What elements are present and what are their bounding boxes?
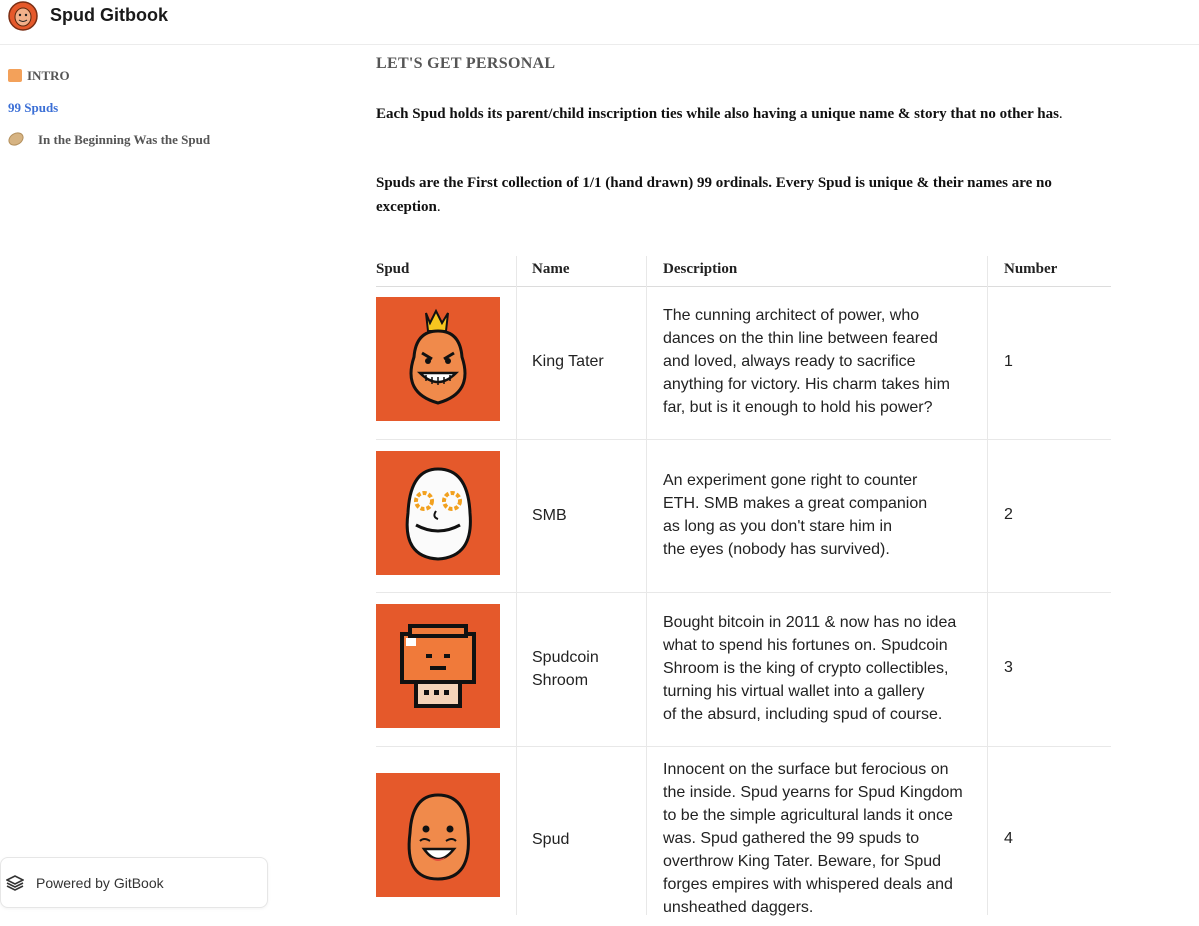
powered-by-label: Powered by GitBook: [36, 875, 164, 891]
column-header-name: Name: [532, 261, 570, 277]
intro-paragraph-2: [376, 171, 1111, 219]
sidebar-item-intro[interactable]: [8, 68, 70, 84]
spudcoin-shroom-image: [376, 604, 500, 728]
spud-name: Spud: [532, 831, 570, 848]
potato-icon: [6, 130, 26, 148]
column-header-spud: Spud: [376, 261, 410, 277]
sidebar: [0, 45, 320, 915]
column-header-number: Number: [1004, 261, 1058, 277]
intro-paragraph-1: [376, 102, 1111, 126]
orange-square-icon: [8, 69, 22, 82]
page-title: LET'S GET PERSONAL: [376, 55, 556, 72]
sidebar-item-label: 99 Spuds: [8, 100, 59, 115]
table-row: [376, 439, 1111, 593]
gitbook-icon: [6, 874, 24, 892]
spud-description: The cunning architect of power, who dances on the thin line between feared and loved, always ready to sacrifice anything for victory. His charm takes him far, but is it enough to hold his power?: [663, 307, 950, 416]
column-header-description: Description: [663, 261, 738, 277]
spud-name: King Tater: [532, 353, 604, 370]
smb-image: [376, 451, 500, 575]
spud-number: 2: [1004, 506, 1013, 523]
spud-description: Innocent on the surface but ferocious on the inside. Spud yearns for Spud Kingdom to be the simple agricultural lands it once was. Spud gathered the 99 spuds to overthrow King Tater. Beware, for Spud forges empires with whispered deals and unsheathed daggers.: [663, 761, 963, 916]
table-header: [376, 256, 1111, 287]
spud-description: An experiment gone right to counter ETH. SMB makes a great companion as long as you don't stare him in the eyes (nobody has survived).: [663, 472, 928, 558]
sidebar-item-label: In the Beginning Was the Spud: [38, 132, 211, 147]
paragraph-tail: .: [1058, 106, 1063, 122]
king-tater-image: [376, 297, 500, 421]
spud-name: SMB: [532, 507, 567, 524]
paragraph-text: Spuds are the First collection of 1/1 (hand drawn) 99 ordinals. Every Spud is unique & their names are no exception: [376, 175, 1052, 215]
sidebar-item-99-spuds[interactable]: [8, 100, 58, 116]
spud-description: Bought bitcoin in 2011 & now has no idea what to spend his fortunes on. Spudcoin Shroom is the king of crypto collectibles, turning his virtual wallet into a gallery of the absurd, including spud of course.: [663, 614, 957, 723]
spud-name: Spudcoin Shroom: [532, 649, 599, 689]
table-row: [376, 592, 1111, 747]
spud-image: [376, 773, 500, 897]
table-row: [376, 286, 1111, 440]
sidebar-item-label: INTRO: [27, 68, 70, 83]
site-title[interactable]: Spud Gitbook: [50, 5, 168, 25]
powered-by-gitbook[interactable]: [0, 857, 268, 908]
spud-number: 3: [1004, 659, 1013, 676]
sidebar-item-beginning[interactable]: [8, 132, 210, 148]
spud-logo-icon[interactable]: [8, 1, 38, 31]
table-row: [376, 746, 1111, 926]
paragraph-text: Each Spud holds its parent/child inscription ties while also having a unique name & story that no other has: [376, 106, 1059, 122]
paragraph-tail: .: [436, 199, 441, 215]
spud-number: 4: [1004, 830, 1013, 847]
top-bar: [0, 0, 1199, 45]
spud-number: 1: [1004, 353, 1013, 370]
